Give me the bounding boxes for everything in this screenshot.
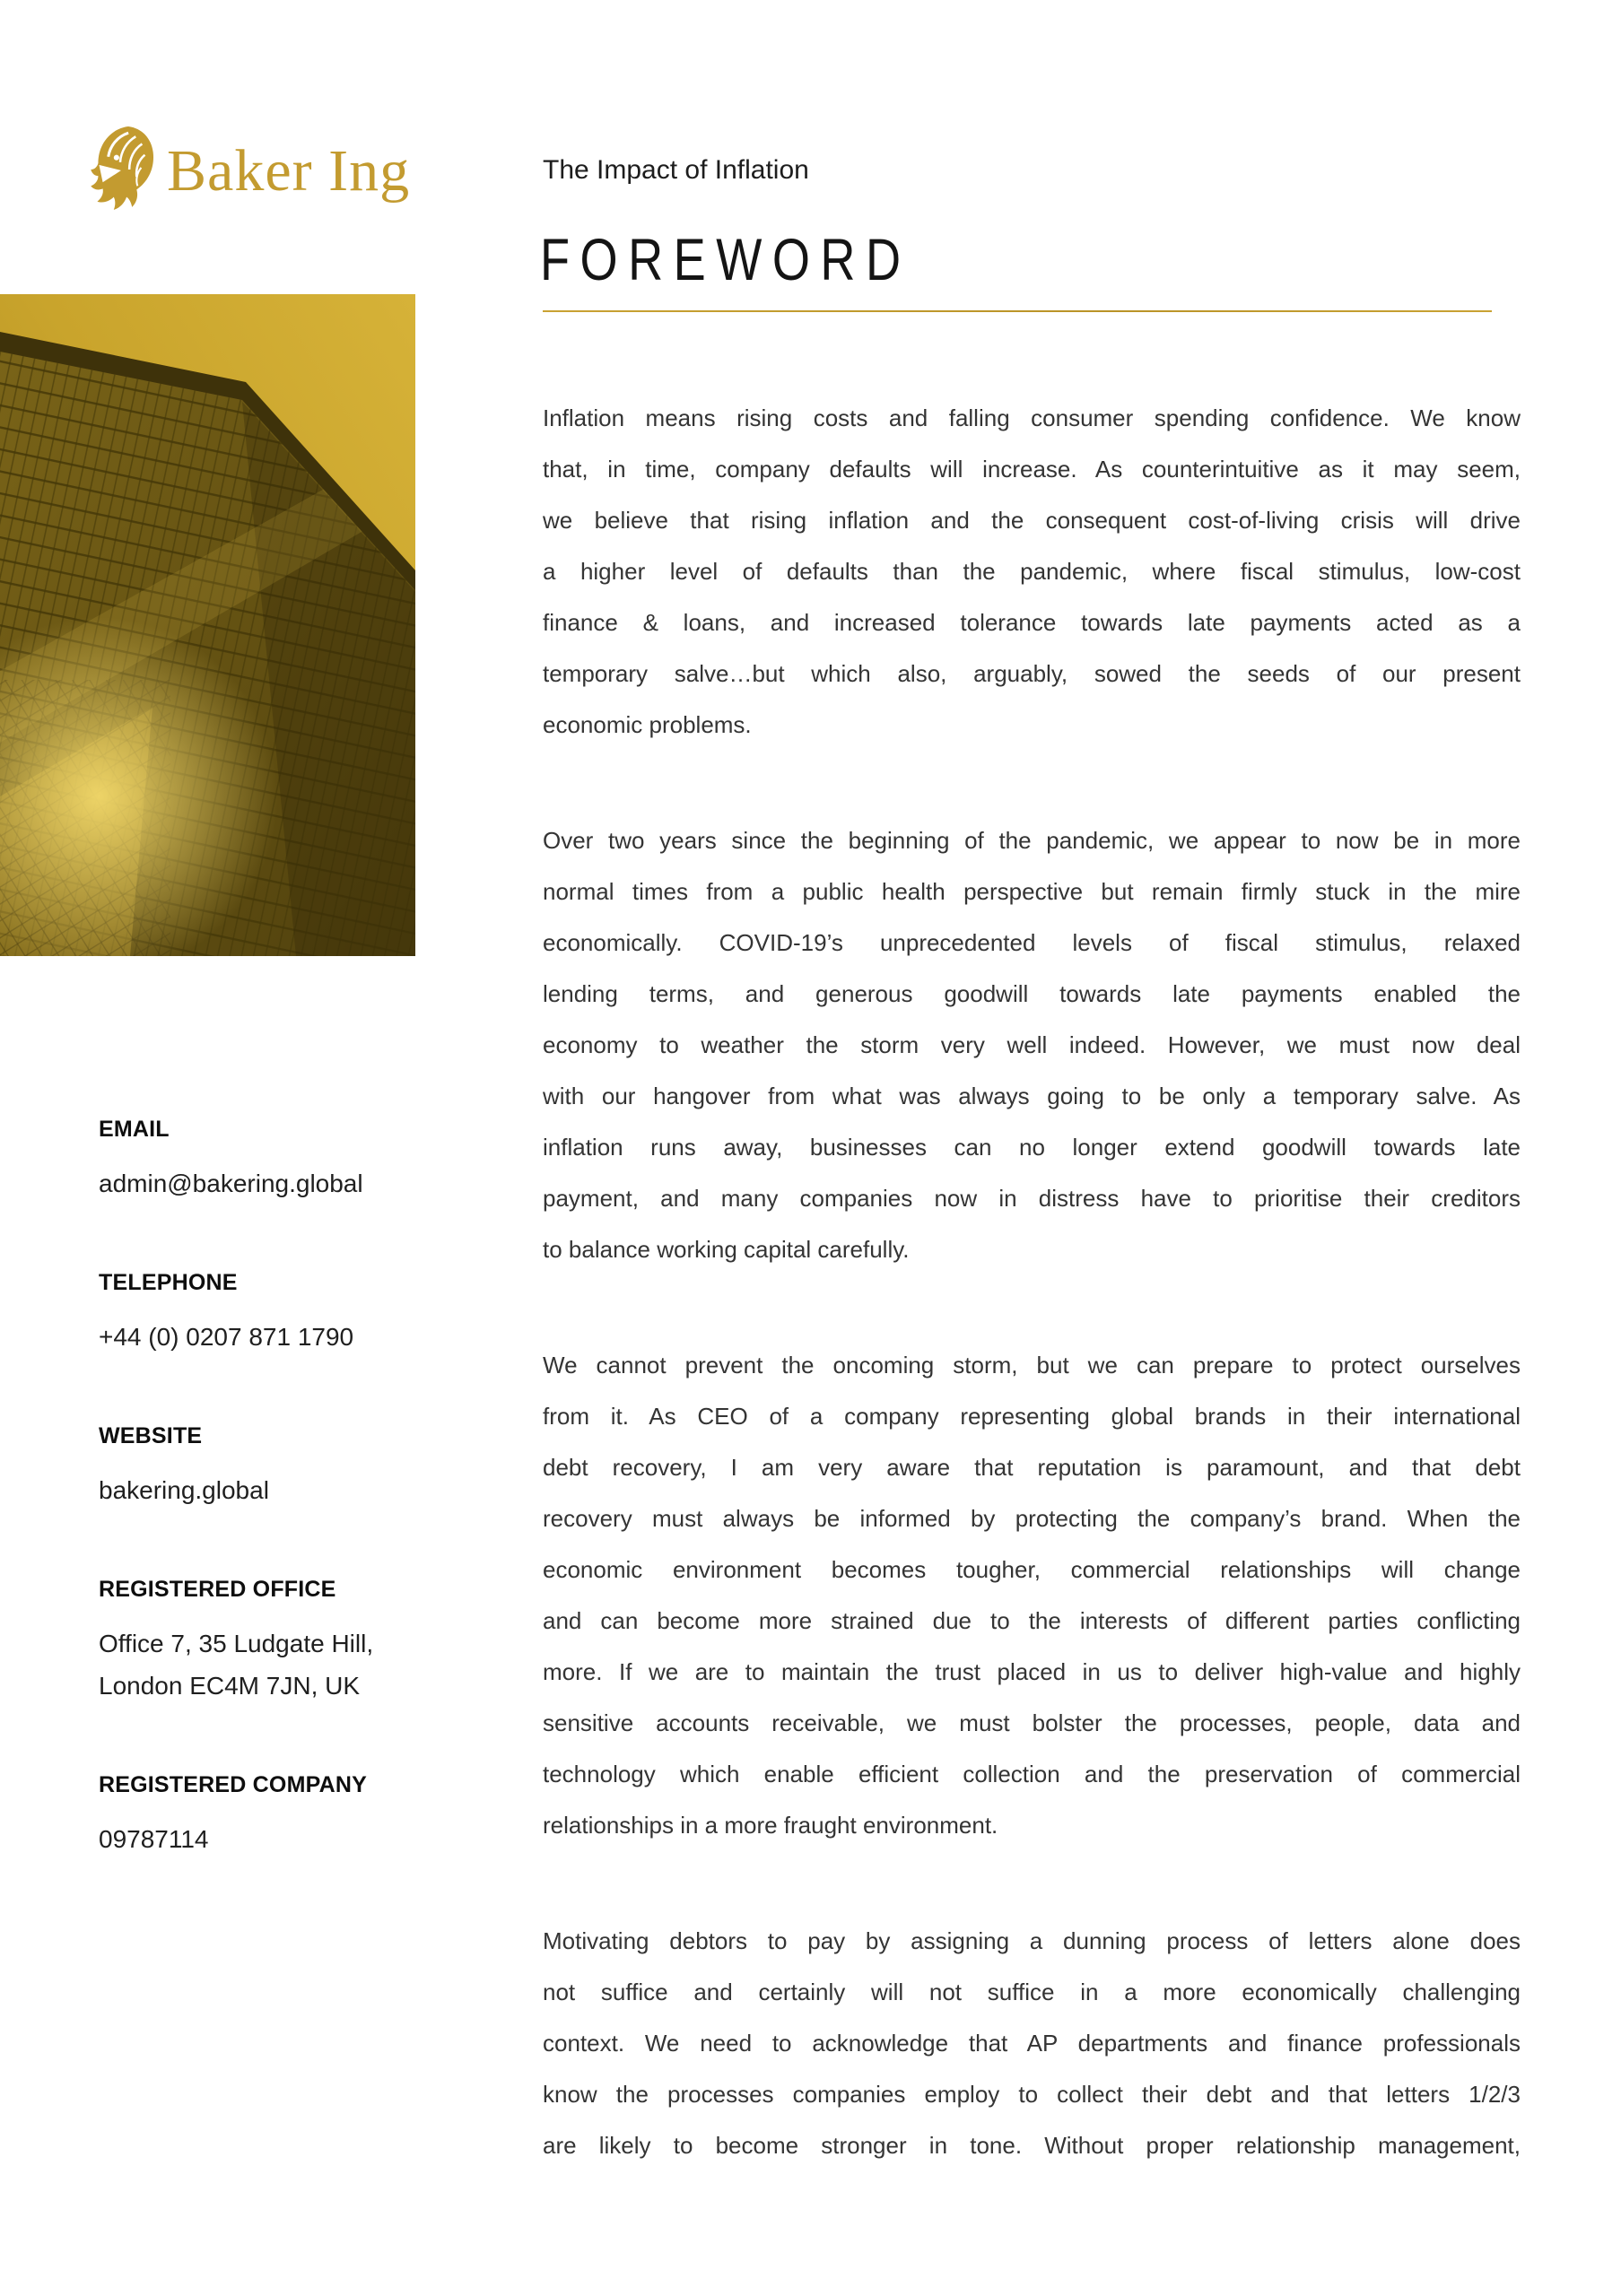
paragraph-line: that, in time, company defaults will increase. As counterintuitive as it may seem, xyxy=(543,456,1521,483)
lion-icon xyxy=(90,124,156,215)
paragraph-line: to balance working capital carefully. xyxy=(543,1236,910,1263)
paragraph-line: with our hangover from what was always going to be only a temporary salve. As xyxy=(543,1083,1521,1109)
paragraph xyxy=(543,393,1521,751)
paragraph-line: are likely to become stronger in tone. Without proper relationship management, xyxy=(543,2132,1521,2159)
document-kicker: The Impact of Inflation xyxy=(543,155,809,185)
paragraph-line: finance & loans, and increased tolerance towards late payments acted as a xyxy=(543,609,1521,636)
contact-value: London EC4M 7JN, UK xyxy=(99,1672,361,1700)
contact-group xyxy=(99,1575,458,1707)
contact-label: WEBSITE xyxy=(99,1423,203,1448)
contact-sidebar xyxy=(99,1115,458,1924)
paragraph-line: temporary salve…but which also, arguably, sowed the seeds of our present xyxy=(543,660,1521,687)
contact-label: EMAIL xyxy=(99,1117,170,1142)
paragraph-line: economic environment becomes tougher, commercial relationships will change xyxy=(543,1556,1521,1583)
paragraph-line: economy to weather the storm very well indeed. However, we must now deal xyxy=(543,1031,1521,1058)
paragraph xyxy=(543,1916,1521,2171)
paragraph xyxy=(543,815,1521,1275)
building-photo xyxy=(0,294,415,956)
contact-value: 09787114 xyxy=(99,1825,209,1853)
paragraph-line: economic problems. xyxy=(543,711,752,738)
contact-value: Office 7, 35 Ludgate Hill, xyxy=(99,1630,374,1657)
contact-value: admin@bakering.global xyxy=(99,1170,363,1197)
paragraph-line: technology which enable efficient collection and the preservation of commercial xyxy=(543,1761,1521,1787)
building-photo-art xyxy=(0,294,415,956)
article-body xyxy=(543,393,1521,2236)
contact-group xyxy=(99,1422,458,1511)
paragraph-line: recovery must always be informed by protecting the company’s brand. When the xyxy=(543,1505,1521,1532)
contact-label: REGISTERED COMPANY xyxy=(99,1772,367,1797)
paragraph-line: inflation runs away, businesses can no longer extend goodwill towards late xyxy=(543,1134,1521,1161)
contact-label: TELEPHONE xyxy=(99,1270,238,1295)
paragraph-line: relationships in a more fraught environment. xyxy=(543,1812,998,1839)
paragraph-line: economically. COVID-19’s unprecedented levels of fiscal stimulus, relaxed xyxy=(543,929,1521,956)
paragraph-line: Inflation means rising costs and falling consumer spending confidence. We know xyxy=(543,404,1521,431)
paragraph xyxy=(543,1340,1521,1851)
paragraph-line: Over two years since the beginning of the pandemic, we appear to now be in more xyxy=(543,827,1521,854)
contact-value: +44 (0) 0207 871 1790 xyxy=(99,1323,354,1351)
paragraph-line: and can become more strained due to the interests of different parties conflicting xyxy=(543,1607,1521,1634)
paragraph-line: normal times from a public health perspective but remain firmly stuck in the mire xyxy=(543,878,1521,905)
contact-group xyxy=(99,1115,458,1205)
contact-label: REGISTERED OFFICE xyxy=(99,1577,336,1602)
contact-value: bakering.global xyxy=(99,1476,269,1504)
paragraph-line: sensitive accounts receivable, we must bolster the processes, people, data and xyxy=(543,1709,1521,1736)
brand-wordmark: Baker Ing xyxy=(167,138,411,204)
paragraph-line: lending terms, and generous goodwill towards late payments enabled the xyxy=(543,980,1521,1007)
contact-group xyxy=(99,1268,458,1358)
page-title xyxy=(540,228,992,291)
paragraph-line: from it. As CEO of a company representing global brands in their international xyxy=(543,1403,1521,1430)
paragraph-line: a higher level of defaults than the pandemic, where fiscal stimulus, low-cost xyxy=(543,558,1521,585)
paragraph-line: know the processes companies employ to collect their debt and that letters 1/2/3 xyxy=(543,2081,1521,2108)
contact-group xyxy=(99,1770,458,1860)
paragraph-line: payment, and many companies now in distress have to prioritise their creditors xyxy=(543,1185,1521,1212)
paragraph-line: debt recovery, I am very aware that reputation is paramount, and that debt xyxy=(543,1454,1521,1481)
paragraph-line: Motivating debtors to pay by assigning a dunning process of letters alone does xyxy=(543,1927,1521,1954)
gold-divider xyxy=(543,310,1492,312)
page-title-text: FOREWORD xyxy=(540,226,911,292)
paragraph-line: context. We need to acknowledge that AP departments and finance professionals xyxy=(543,2030,1521,2057)
paragraph-line: not suffice and certainly will not suffice in a more economically challenging xyxy=(543,1979,1521,2005)
brand-logo xyxy=(90,124,411,215)
paragraph-line: We cannot prevent the oncoming storm, but we can prepare to protect ourselves xyxy=(543,1352,1521,1378)
paragraph-line: we believe that rising inflation and the consequent cost-of-living crisis will drive xyxy=(543,507,1521,534)
paragraph-line: more. If we are to maintain the trust placed in us to deliver high-value and highly xyxy=(543,1658,1521,1685)
